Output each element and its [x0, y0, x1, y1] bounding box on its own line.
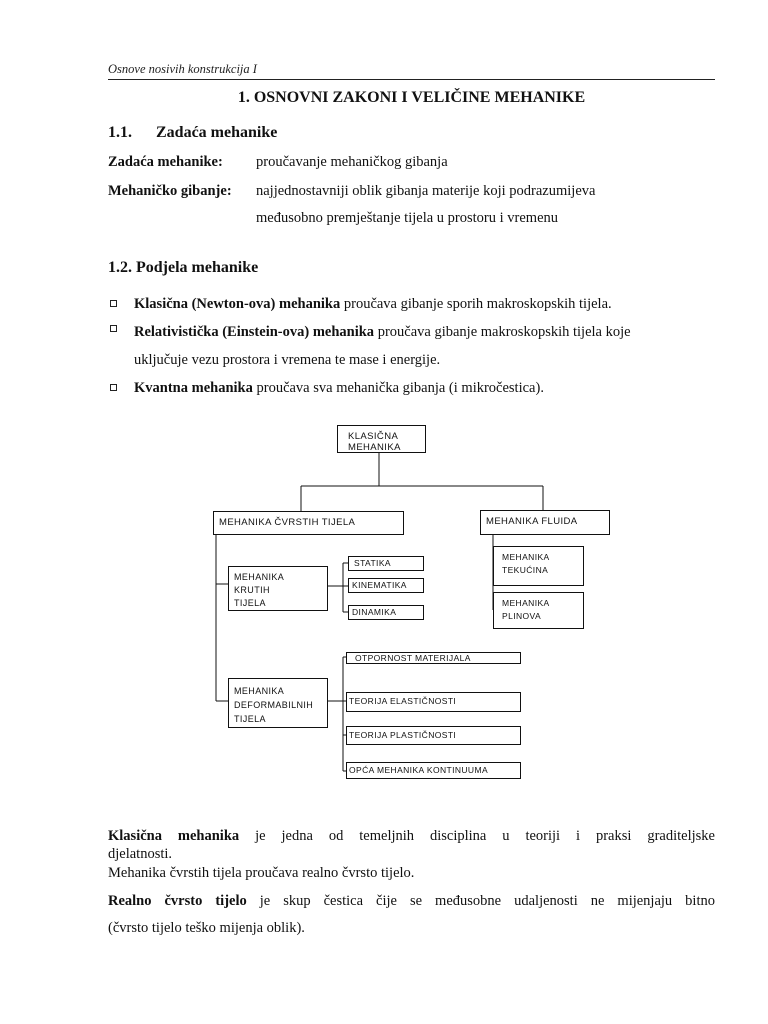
paragraph-text: je skup čestica čije se međusobne udaljenosti ne mijenjaju bitno	[246, 893, 715, 909]
box-klasicna-mehanika	[337, 425, 426, 453]
box-label: TIJELA	[234, 714, 266, 724]
section-title: Zadaća mehanike	[156, 124, 278, 141]
box-mehanika-cvrstih-tijela	[213, 511, 404, 535]
box-label: MEHANIKA	[234, 686, 285, 696]
box-label: MEHANIKA FLUIDA	[486, 516, 578, 527]
paragraph-realno-line1	[108, 893, 715, 910]
definition-text: proučavanje mehaničkog gibanja	[256, 154, 448, 170]
definition-term: Zadaća mehanike:	[108, 154, 223, 170]
chapter-title: 1. OSNOVNI ZAKONI I VELIČINE MEHANIKE	[237, 89, 586, 106]
bullet-text: proučava gibanje makroskopskih tijela koje	[374, 324, 631, 340]
box-mehanika-krutih-tijela	[228, 566, 328, 611]
bullet-text: proučava sva mehanička gibanja (i mikročestica).	[252, 380, 544, 396]
box-label: STATIKA	[354, 558, 391, 568]
box-label: KRUTIH	[234, 585, 270, 595]
box-label: OPĆA MEHANIKA KONTINUUMA	[349, 765, 489, 775]
bullet-continuation: uključuje vezu prostora i vremena te mase i energije.	[134, 352, 441, 368]
paragraph-klasicna-line2: djelatnosti.	[108, 846, 173, 862]
box-opca-mehanika-kontinuuma	[346, 762, 521, 779]
definition-text: najjednostavniji oblik gibanja materije koji podrazumijeva	[256, 183, 596, 199]
box-label: MEHANIKA ČVRSTIH TIJELA	[219, 517, 356, 528]
box-label: MEHANIKA	[234, 572, 285, 582]
paragraph-term: Klasična mehanika	[108, 828, 240, 844]
box-label: DINAMIKA	[352, 607, 397, 617]
section-number: 1.1.	[108, 124, 132, 141]
box-statika	[348, 556, 424, 571]
box-otpornost-materijala	[346, 652, 521, 664]
box-dinamika	[348, 605, 424, 620]
box-label: TEORIJA ELASTIČNOSTI	[349, 696, 457, 706]
paragraph-realno-line2: (čvrsto tijelo teško mijenja oblik).	[108, 920, 305, 936]
box-label: OTPORNOST MATERIJALA	[355, 653, 471, 663]
paragraph-mehanika-cvrstih: Mehanika čvrstih tijela proučava realno čvrsto tijelo.	[108, 865, 415, 881]
box-teorija-plasticnosti	[346, 726, 521, 745]
paragraph-text: je jedna od temeljnih disciplina u teoriji i praksi graditeljske	[239, 828, 715, 844]
box-kinematika	[348, 578, 424, 593]
section-1-2-heading: 1.2. Podjela mehanike	[108, 259, 259, 276]
box-label: TEORIJA PLASTIČNOSTI	[349, 730, 457, 740]
bullet-term: Kvantna mehanika	[134, 380, 253, 396]
box-mehanika-fluida	[480, 510, 610, 535]
box-mehanika-tekucina	[493, 546, 584, 586]
box-label: KINEMATIKA	[352, 580, 407, 590]
definition-continuation: međusobno premještanje tijela u prostoru i vremenu	[256, 210, 559, 226]
paragraph-klasicna-line1	[108, 828, 715, 845]
box-label: TEKUĆINA	[502, 565, 549, 575]
box-label: TIJELA	[234, 598, 266, 608]
box-label: KLASIČNA MEHANIKA	[348, 431, 401, 453]
box-mehanika-deformabilnih-tijela	[228, 678, 328, 728]
bullet-term: Relativistička (Einstein-ova) mehanika	[134, 324, 375, 340]
box-label: MEHANIKA	[502, 552, 550, 562]
bullet-term: Klasična (Newton-ova) mehanika	[134, 296, 341, 312]
box-mehanika-plinova	[493, 592, 584, 629]
box-label: PLINOVA	[502, 611, 542, 621]
box-label: MEHANIKA	[502, 598, 550, 608]
bullet-text: proučava gibanje sporih makroskopskih tijela.	[340, 296, 612, 312]
running-header: Osnove nosivih konstrukcija I	[108, 62, 257, 76]
definition-term: Mehaničko gibanje:	[108, 183, 232, 199]
box-label: DEFORMABILNIH	[234, 700, 314, 710]
box-teorija-elasticnosti	[346, 692, 521, 712]
paragraph-term: Realno čvrsto tijelo	[108, 893, 247, 909]
